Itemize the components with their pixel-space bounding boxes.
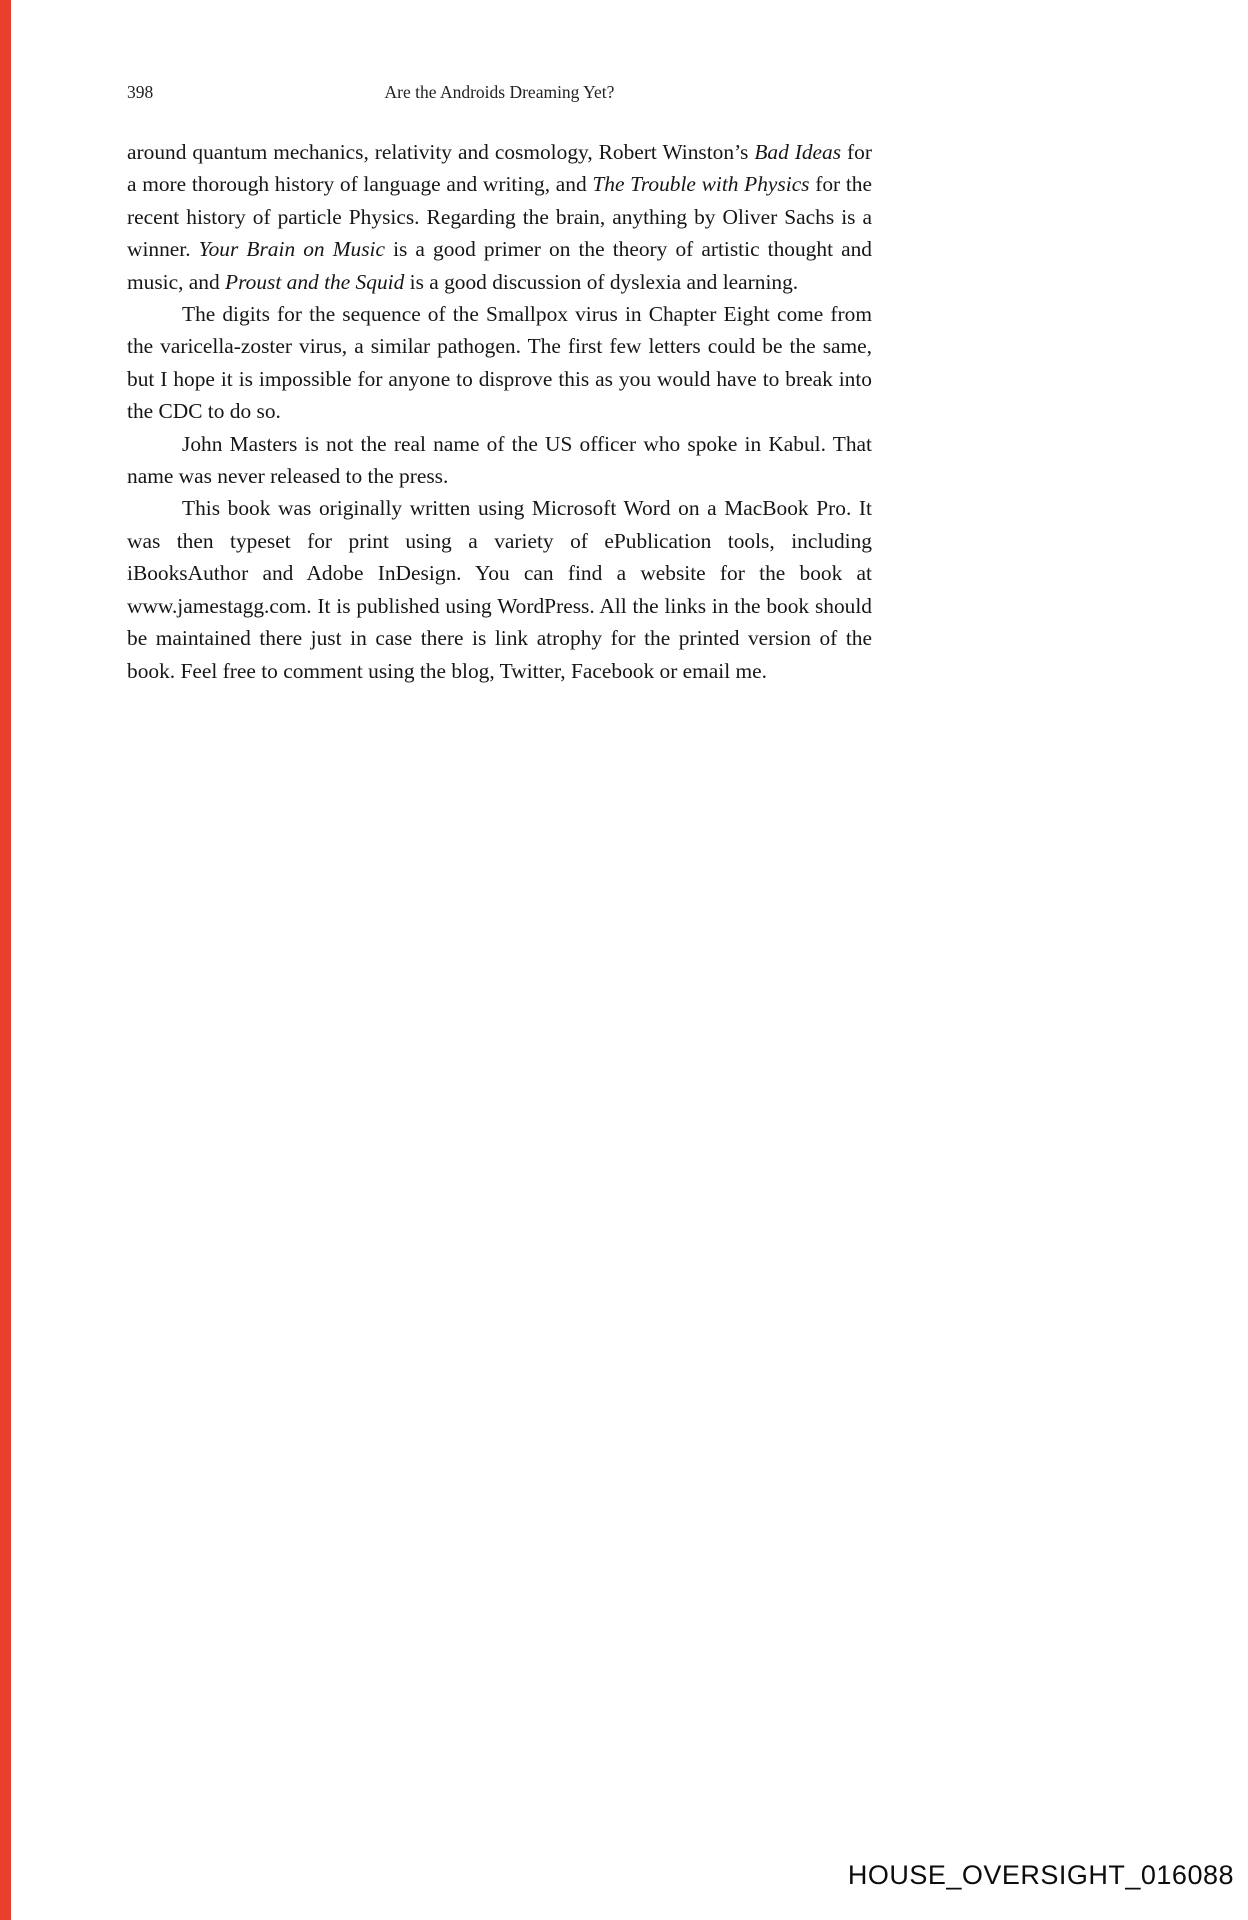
page-number: 398 <box>127 82 154 102</box>
italic-book-title: Proust and the Squid <box>225 269 405 294</box>
text-segment: John Masters is not the real name of the US officer who spoke in Kabul. That name was never released to the press. <box>127 431 872 489</box>
paragraph <box>127 492 872 686</box>
text-segment: around quantum mechanics, relativity and cosmology, Robert Winston’s <box>127 140 755 164</box>
page-header <box>127 82 872 108</box>
italic-book-title: Your Brain on Music <box>198 237 385 262</box>
paragraph <box>127 428 872 493</box>
paragraph <box>127 298 872 428</box>
text-segment: for a more thorough history of language and writing, and <box>127 140 872 197</box>
paragraph <box>127 136 872 298</box>
body-text <box>127 136 872 687</box>
scan-edge-stripe <box>0 0 11 1920</box>
italic-book-title: Bad Ideas <box>754 140 842 164</box>
running-title: Are the Androids Dreaming Yet? <box>384 82 615 102</box>
text-segment: The digits for the sequence of the Smallpox virus in Chapter Eight come from the varicella-zoster virus, a similar pathogen. The first few letters could be the same, but I hope it is impossible for anyone to disprove this as you would have to break into the CDC to do so. <box>127 302 872 424</box>
text-segment: is a good primer on the theory of artistic thought and music, and <box>127 237 872 294</box>
text-segment: for the recent history of particle Physics. Regarding the brain, anything by Oliver Sachs is a winner. <box>127 172 872 262</box>
text-segment: is a good discussion of dyslexia and learning. <box>404 269 799 294</box>
oversight-watermark: HOUSE_OVERSIGHT_016088 <box>847 1860 1234 1890</box>
italic-book-title: The Trouble with Physics <box>592 172 810 197</box>
text-segment: This book was originally written using Microsoft Word on a MacBook Pro. It was then typeset for print using a variety of ePublication tools, including iBooksAuthor and Adobe InDesign. You can find a website for the book at www.jamestagg.com. It is published using WordPress. All the links in the book should be maintained there just in case there is link atrophy for the printed version of the book. Feel free to comment using the blog, Twitter, Facebook or email me. <box>127 496 872 683</box>
